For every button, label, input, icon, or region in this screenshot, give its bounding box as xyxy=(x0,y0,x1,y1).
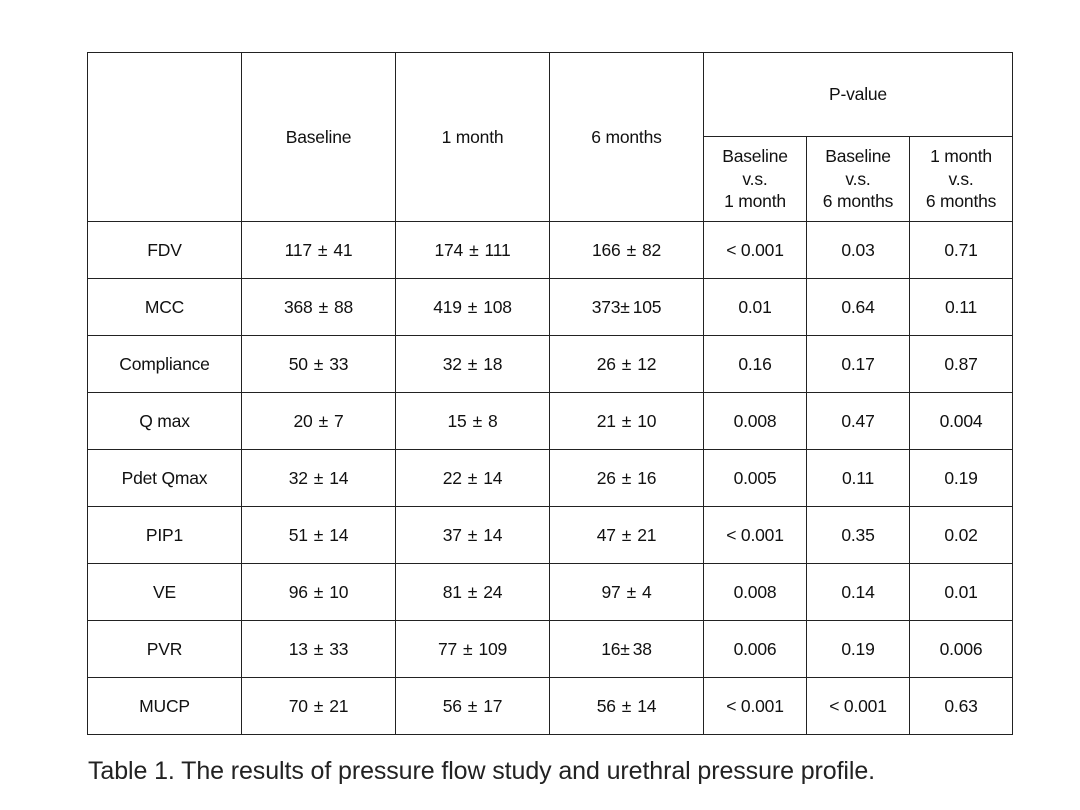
plus-minus-symbol: ± xyxy=(626,581,636,602)
6-months-value-cell xyxy=(550,336,704,393)
6-months-value-cell xyxy=(550,621,704,678)
mean-value: 13 xyxy=(288,638,308,659)
6-months-value-cell xyxy=(550,564,704,621)
table-row xyxy=(88,621,1013,678)
baseline-value-cell xyxy=(242,450,396,507)
header-baseline-vs-6-months xyxy=(807,137,910,222)
plus-minus-symbol: ± xyxy=(313,695,324,716)
sd-value: 82 xyxy=(641,239,662,260)
mean-value: 32 xyxy=(288,467,308,488)
table-row xyxy=(88,564,1013,621)
row-label: Pdet Qmax xyxy=(88,450,242,507)
baseline-value-cell xyxy=(242,279,396,336)
mean-value: 96 xyxy=(288,581,308,602)
baseline-value-cell xyxy=(242,336,396,393)
sd-value: 16 xyxy=(637,467,657,488)
baseline-value-cell xyxy=(242,678,396,735)
sd-value: 108 xyxy=(483,296,512,317)
table-row xyxy=(88,507,1013,564)
table-row xyxy=(88,450,1013,507)
header-6-months: 6 months xyxy=(550,53,704,222)
p-baseline-vs-6-months-cell: 0.19 xyxy=(807,621,910,678)
sd-value: 33 xyxy=(329,638,349,659)
p-1-month-vs-6-months-cell: 0.11 xyxy=(910,279,1013,336)
header-baseline: Baseline xyxy=(242,53,396,222)
1-month-value-cell xyxy=(396,564,550,621)
p-1-month-vs-6-months-cell: 0.71 xyxy=(910,222,1013,279)
plus-minus-symbol: ± xyxy=(467,581,478,602)
mean-value: 22 xyxy=(442,467,462,488)
p-baseline-vs-6-months-cell: 0.64 xyxy=(807,279,910,336)
p-baseline-vs-6-months-cell: 0.14 xyxy=(807,564,910,621)
mean-value: 37 xyxy=(442,524,462,545)
sd-value: 4 xyxy=(641,581,652,602)
plus-minus-symbol: ± xyxy=(467,524,478,545)
plus-minus-symbol: ± xyxy=(318,410,328,431)
plus-minus-symbol: ± xyxy=(621,524,632,545)
header-p-value: P-value xyxy=(704,53,1013,137)
plus-minus-symbol: ± xyxy=(318,296,328,317)
mean-value: 26 xyxy=(596,353,616,374)
table-row xyxy=(88,279,1013,336)
p-1-month-vs-6-months-cell: 0.006 xyxy=(910,621,1013,678)
results-table xyxy=(87,52,1013,735)
row-label: FDV xyxy=(88,222,242,279)
plus-minus-symbol: ± xyxy=(467,353,478,374)
plus-minus-symbol: ± xyxy=(621,467,632,488)
comparison-line: v.s. xyxy=(845,168,871,189)
sd-value: 18 xyxy=(483,353,503,374)
sd-value: 21 xyxy=(329,695,349,716)
plus-minus-symbol: ± xyxy=(620,296,630,317)
p-1-month-vs-6-months-cell: 0.01 xyxy=(910,564,1013,621)
row-label: Compliance xyxy=(88,336,242,393)
comparison-line: v.s. xyxy=(948,168,974,189)
row-label: VE xyxy=(88,564,242,621)
sd-value: 7 xyxy=(333,410,344,431)
sd-value: 8 xyxy=(487,410,498,431)
plus-minus-symbol: ± xyxy=(469,239,479,260)
sd-value: 41 xyxy=(333,239,353,260)
plus-minus-symbol: ± xyxy=(313,524,324,545)
1-month-value-cell xyxy=(396,336,550,393)
header-1-month: 1 month xyxy=(396,53,550,222)
p-baseline-vs-6-months-cell: 0.03 xyxy=(807,222,910,279)
6-months-value-cell xyxy=(550,678,704,735)
mean-value: 26 xyxy=(596,467,616,488)
header-baseline-vs-1-month xyxy=(704,137,807,222)
sd-value: 17 xyxy=(483,695,503,716)
mean-value: 20 xyxy=(293,410,313,431)
1-month-value-cell xyxy=(396,393,550,450)
1-month-value-cell xyxy=(396,507,550,564)
baseline-value-cell xyxy=(242,393,396,450)
mean-value: 81 xyxy=(442,581,462,602)
plus-minus-symbol: ± xyxy=(467,467,478,488)
mean-value: 50 xyxy=(288,353,308,374)
comparison-line: 6 months xyxy=(925,191,997,212)
1-month-value-cell xyxy=(396,450,550,507)
6-months-value-cell xyxy=(550,393,704,450)
p-baseline-vs-1-month-cell: 0.008 xyxy=(704,564,807,621)
sd-value: 14 xyxy=(483,524,503,545)
p-1-month-vs-6-months-cell: 0.19 xyxy=(910,450,1013,507)
row-label: MUCP xyxy=(88,678,242,735)
header-corner-cell xyxy=(88,53,242,222)
p-baseline-vs-1-month-cell: 0.005 xyxy=(704,450,807,507)
baseline-value-cell xyxy=(242,222,396,279)
sd-value: 12 xyxy=(637,353,657,374)
plus-minus-symbol: ± xyxy=(621,353,632,374)
header-1-month-vs-6-months xyxy=(910,137,1013,222)
mean-value: 368 xyxy=(283,296,313,317)
baseline-value-cell xyxy=(242,621,396,678)
p-baseline-vs-6-months-cell: 0.47 xyxy=(807,393,910,450)
comparison-line: 1 month xyxy=(930,145,992,166)
table-row xyxy=(88,222,1013,279)
p-baseline-vs-6-months-cell: 0.35 xyxy=(807,507,910,564)
comparison-line: 1 month xyxy=(724,191,786,212)
p-1-month-vs-6-months-cell: 0.004 xyxy=(910,393,1013,450)
plus-minus-symbol: ± xyxy=(313,353,324,374)
sd-value: 10 xyxy=(329,581,349,602)
6-months-value-cell xyxy=(550,279,704,336)
sd-value: 14 xyxy=(329,467,349,488)
1-month-value-cell xyxy=(396,279,550,336)
mean-value: 15 xyxy=(447,410,467,431)
p-baseline-vs-1-month-cell: 0.006 xyxy=(704,621,807,678)
mean-value: 70 xyxy=(288,695,308,716)
plus-minus-symbol: ± xyxy=(472,410,482,431)
plus-minus-symbol: ± xyxy=(621,410,632,431)
p-baseline-vs-6-months-cell: < 0.001 xyxy=(807,678,910,735)
table-row xyxy=(88,336,1013,393)
sd-value: 10 xyxy=(637,410,657,431)
p-1-month-vs-6-months-cell: 0.63 xyxy=(910,678,1013,735)
p-baseline-vs-1-month-cell: < 0.001 xyxy=(704,507,807,564)
mean-value: 56 xyxy=(596,695,616,716)
sd-value: 38 xyxy=(632,638,652,659)
plus-minus-symbol: ± xyxy=(317,239,328,260)
table-row xyxy=(88,393,1013,450)
mean-value: 21 xyxy=(596,410,616,431)
comparison-line: Baseline xyxy=(825,145,891,166)
mean-value: 77 xyxy=(437,638,458,659)
table-row xyxy=(88,678,1013,735)
row-label: MCC xyxy=(88,279,242,336)
1-month-value-cell xyxy=(396,222,550,279)
6-months-value-cell xyxy=(550,222,704,279)
baseline-value-cell xyxy=(242,564,396,621)
6-months-value-cell xyxy=(550,507,704,564)
mean-value: 174 xyxy=(434,239,464,260)
table-body xyxy=(88,53,1013,735)
sd-value: 21 xyxy=(637,524,657,545)
comparison-line: Baseline xyxy=(722,145,788,166)
comparison-line: 6 months xyxy=(822,191,894,212)
mean-value: 32 xyxy=(442,353,462,374)
p-baseline-vs-1-month-cell: < 0.001 xyxy=(704,222,807,279)
row-label: Q max xyxy=(88,393,242,450)
1-month-value-cell xyxy=(396,621,550,678)
sd-value: 105 xyxy=(632,296,662,317)
plus-minus-symbol: ± xyxy=(467,695,478,716)
p-baseline-vs-6-months-cell: 0.11 xyxy=(807,450,910,507)
mean-value: 117 xyxy=(284,239,312,260)
p-1-month-vs-6-months-cell: 0.02 xyxy=(910,507,1013,564)
p-baseline-vs-1-month-cell: 0.01 xyxy=(704,279,807,336)
mean-value: 56 xyxy=(442,695,462,716)
plus-minus-symbol: ± xyxy=(313,638,324,659)
p-baseline-vs-1-month-cell: 0.16 xyxy=(704,336,807,393)
p-baseline-vs-6-months-cell: 0.17 xyxy=(807,336,910,393)
row-label: PVR xyxy=(88,621,242,678)
mean-value: 373 xyxy=(591,296,621,317)
plus-minus-symbol: ± xyxy=(463,638,473,659)
plus-minus-symbol: ± xyxy=(620,638,630,659)
mean-value: 419 xyxy=(433,296,462,317)
1-month-value-cell xyxy=(396,678,550,735)
6-months-value-cell xyxy=(550,450,704,507)
baseline-value-cell xyxy=(242,507,396,564)
plus-minus-symbol: ± xyxy=(621,695,632,716)
sd-value: 14 xyxy=(637,695,657,716)
p-1-month-vs-6-months-cell: 0.87 xyxy=(910,336,1013,393)
sd-value: 14 xyxy=(483,467,503,488)
table-caption: Table 1. The results of pressure flow study and urethral pressure profile. xyxy=(88,757,875,785)
mean-value: 51 xyxy=(288,524,308,545)
p-baseline-vs-1-month-cell: 0.008 xyxy=(704,393,807,450)
plus-minus-symbol: ± xyxy=(313,467,324,488)
plus-minus-symbol: ± xyxy=(313,581,324,602)
header-row xyxy=(88,53,1013,137)
mean-value: 16 xyxy=(601,638,621,659)
mean-value: 97 xyxy=(601,581,621,602)
sd-value: 88 xyxy=(333,296,354,317)
sd-value: 109 xyxy=(478,638,508,659)
mean-value: 166 xyxy=(591,239,621,260)
sd-value: 14 xyxy=(329,524,349,545)
sd-value: 33 xyxy=(329,353,349,374)
row-label: PIP1 xyxy=(88,507,242,564)
plus-minus-symbol: ± xyxy=(467,296,478,317)
sd-value: 111 xyxy=(484,239,511,260)
mean-value: 47 xyxy=(596,524,616,545)
sd-value: 24 xyxy=(483,581,503,602)
plus-minus-symbol: ± xyxy=(626,239,636,260)
comparison-line: v.s. xyxy=(742,168,768,189)
p-baseline-vs-1-month-cell: < 0.001 xyxy=(704,678,807,735)
